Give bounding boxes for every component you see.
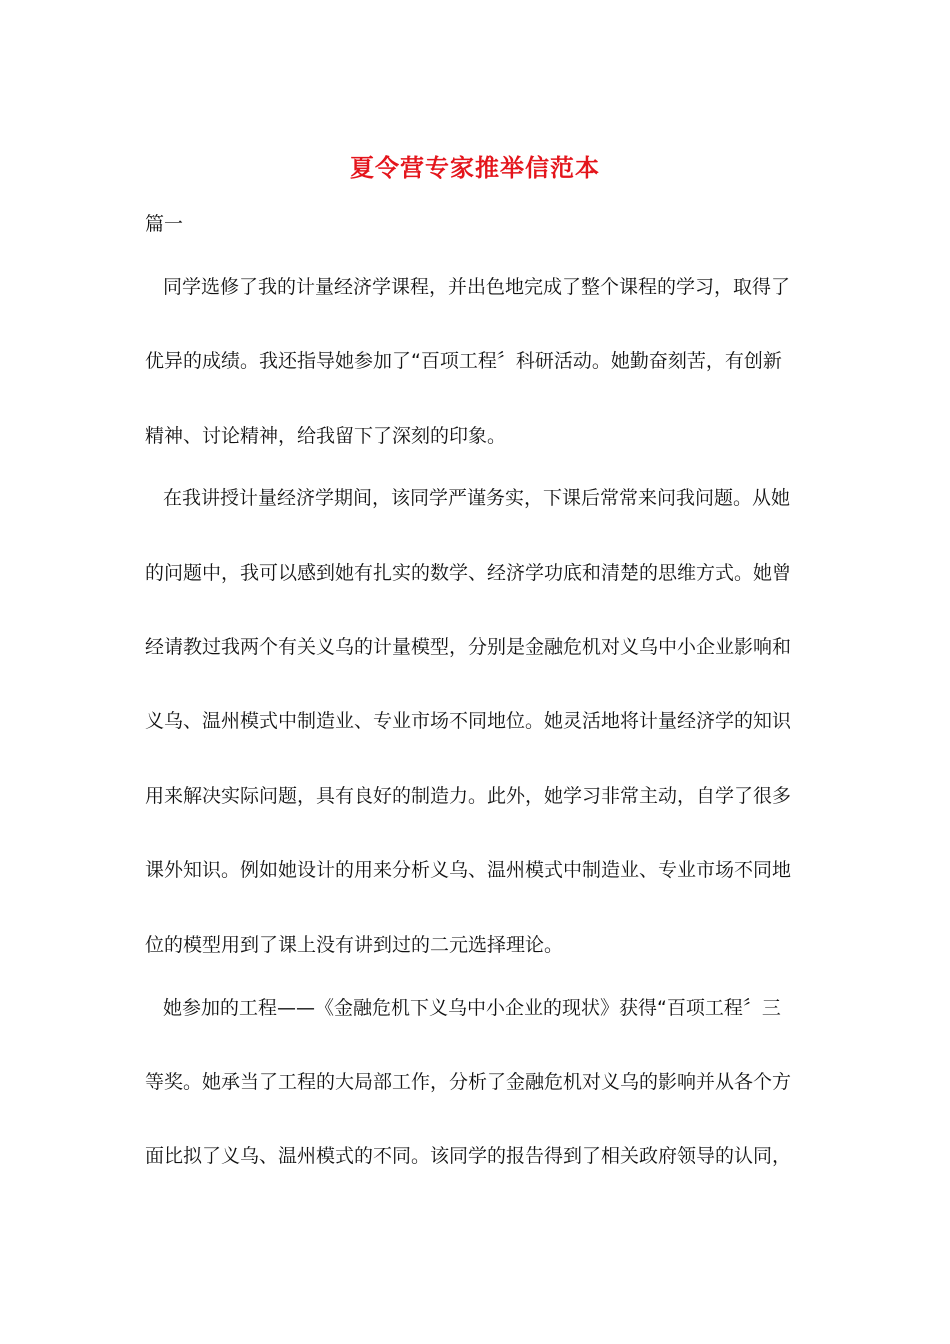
- document-title: 夏令营专家推举信范本: [350, 153, 600, 182]
- paragraph-line: 用来解决实际问题，具有良好的制造力。此外，她学习非常主动，自学了很多: [145, 785, 792, 807]
- paragraph-line: 优异的成绩。我还指导她参加了“百项工程〞科研活动。她勤奋刻苦，有创新: [145, 350, 782, 372]
- paragraph-line: 的问题中，我可以感到她有扎实的数学、经济学功底和清楚的思维方式。她曾: [145, 562, 792, 584]
- paragraph-line: 精神、讨论精神，给我留下了深刻的印象。: [145, 425, 507, 447]
- paragraph-line: 位的模型用到了课上没有讲到过的二元选择理论。: [145, 934, 564, 956]
- paragraph-line: 义乌、温州模式中制造业、专业市场不同地位。她灵活地将计量经济学的知识: [145, 710, 792, 732]
- paragraph-line: 经请教过我两个有关义乌的计量模型，分别是金融危机对义乌中小企业影响和: [145, 636, 792, 658]
- section-label: 篇一: [145, 213, 184, 235]
- paragraph-line: 在我讲授计量经济学期间，该同学严谨务实，下课后常常来问我问题。从她: [163, 487, 791, 509]
- paragraph-line: 等奖。她承当了工程的大局部工作，分析了金融危机对义乌的影响并从各个方: [145, 1071, 792, 1093]
- paragraph-line: 她参加的工程——《金融危机下义乌中小企业的现状》获得“百项工程〞三: [163, 997, 781, 1019]
- paragraph-line: 课外知识。例如她设计的用来分析义乌、温州模式中制造业、专业市场不同地: [145, 859, 792, 881]
- paragraph-line: 同学选修了我的计量经济学课程，并出色地完成了整个课程的学习，取得了: [163, 276, 791, 298]
- paragraph-line: 面比拟了义乌、温州模式的不同。该同学的报告得到了相关政府领导的认同，: [145, 1145, 792, 1167]
